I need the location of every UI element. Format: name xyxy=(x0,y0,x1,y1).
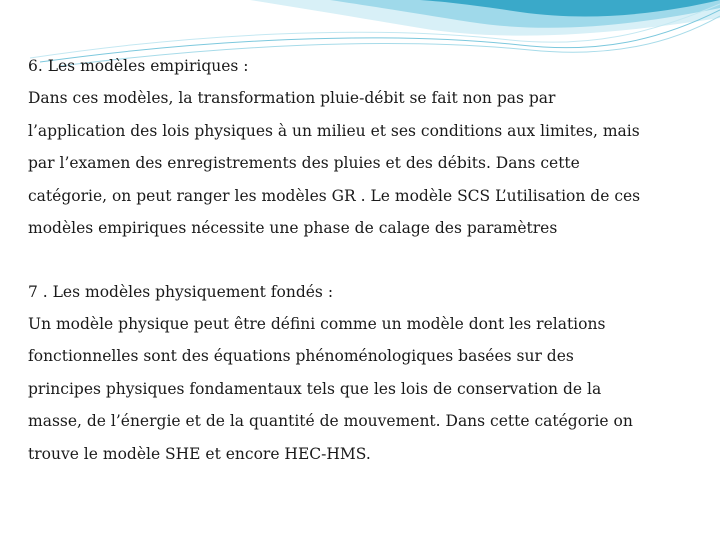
paragraph-line: fonctionnelles sont des équations phénoménologiques basées sur des xyxy=(28,347,574,365)
paragraph-line: principes physiques fondamentaux tels que les lois de conservation de la xyxy=(28,379,602,398)
slide-content xyxy=(28,50,688,470)
section-7-heading: 7 . Les modèles physiquement fondés : xyxy=(28,282,334,301)
paragraph-line: Un modèle physique peut être défini comme un modèle dont les relations xyxy=(28,314,606,333)
section-6-heading: 6. Les modèles empiriques : xyxy=(28,57,249,75)
paragraph-line: Dans ces modèles, la transformation pluie-débit se fait non pas par xyxy=(28,89,556,107)
paragraph-line: masse, de l’énergie et de la quantité de mouvement. Dans cette catégorie on xyxy=(28,412,633,430)
paragraph-line: par l’examen des enregistrements des pluies et des débits. Dans cette xyxy=(28,154,580,172)
paragraph-line: catégorie, on peut ranger les modèles GR . Le modèle SCS L’utilisation de ces xyxy=(28,186,641,205)
paragraph-line: trouve le modèle SHE et encore HEC-HMS. xyxy=(28,444,371,463)
paragraph-line: l’application des lois physiques à un milieu et ses conditions aux limites, mais xyxy=(28,121,640,140)
paragraph-line: modèles empiriques nécessite une phase de calage des paramètres xyxy=(28,219,558,237)
section-7-paragraph xyxy=(28,308,688,471)
section-6-paragraph xyxy=(28,82,688,245)
